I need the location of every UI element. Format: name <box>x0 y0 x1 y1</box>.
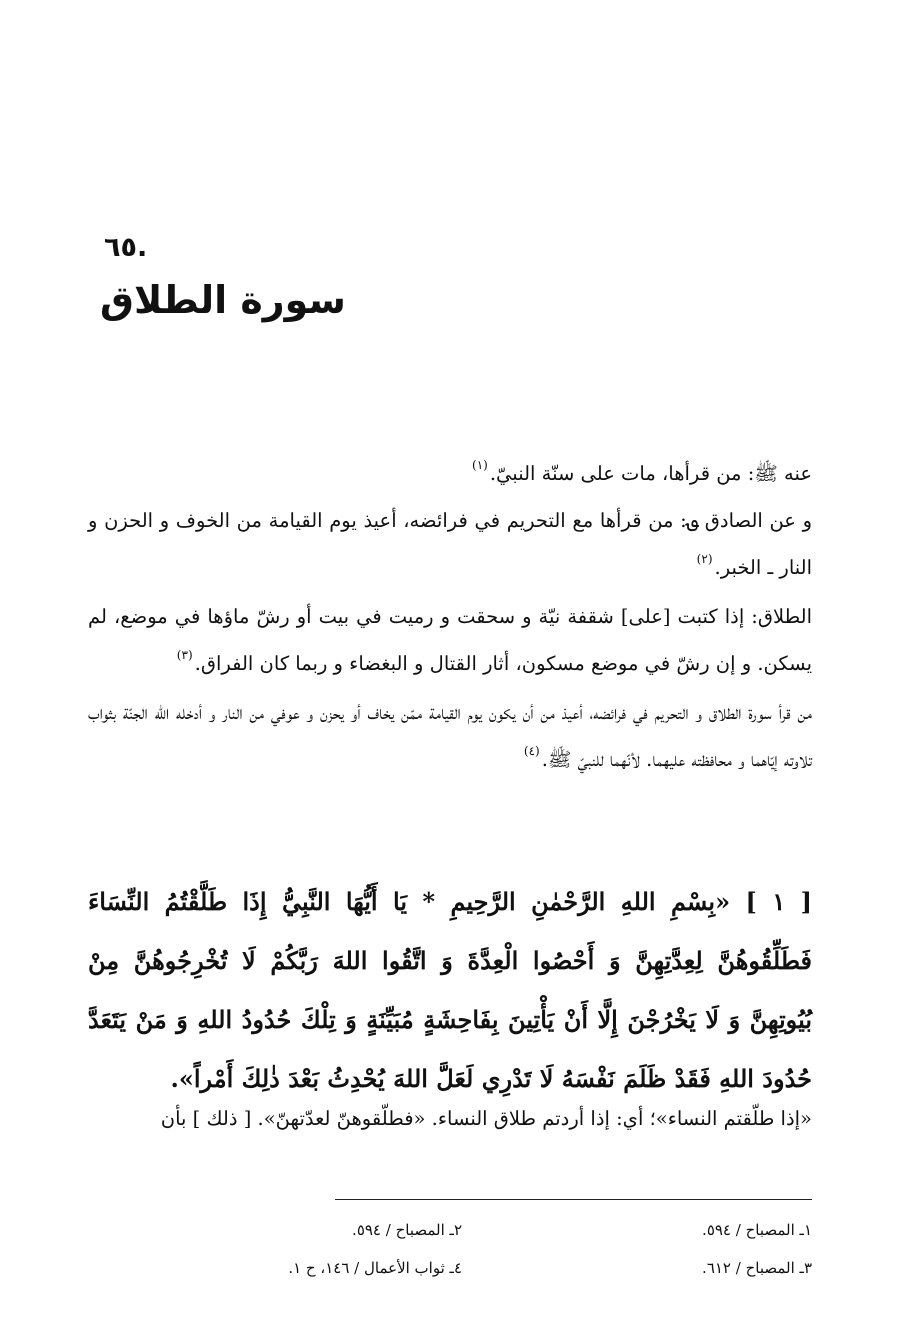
paragraph-4-text: من قرأ سورة الطلاق و التحريم في فرائضه، أعيذ من أن يكون يوم القيامة ممّن يخاف أو يحزن و عوفي من النار و أدخله الله الجنّة بثواب تلاوته إيّاهما و محافظته عليهما. لأنّهما للنبيّ ﷺ. <box>88 701 812 771</box>
footnote-4: ٤ـ ثواب الأعمال / ١٤٦، ح ١. <box>288 1259 462 1277</box>
footnote-3: ٣ـ المصباح / ٦١٢. <box>702 1259 812 1277</box>
footnote-1: ١ـ المصباح / ٥٩٤. <box>702 1221 812 1239</box>
paragraph-3 <box>88 593 812 687</box>
paragraph-2-text: و عن الصادق ؈: من قرأها مع التحريم في فرائضه، أعيذ يوم القيامة من الخوف و الحزن و النار ـ الخبر. <box>88 509 812 579</box>
footnote-ref-1: (١) <box>472 458 488 473</box>
paragraph-1 <box>88 450 812 497</box>
quran-verse: [ ١ ] «بِسْمِ اللهِ الرَّحْمٰنِ الرَّحِيمِ * يَا أَيُّهَا النَّبِيُّ إِذَا طَلَّقْتُمُ النِّسَاءَ فَطَلِّقُوهُنَّ لِعِدَّتِهِنَّ وَ أَحْصُوا الْعِدَّةَ وَ اتَّقُوا اللهَ رَبَّكُمْ لَا تُخْرِجُوهُنَّ مِنْ بُيُوتِهِنَّ وَ لَا يَخْرُجْنَ إِلَّا أَنْ يَأْتِينَ بِفَاحِشَةٍ مُبَيِّنَةٍ وَ تِلْكَ حُدُودُ اللهِ وَ مَنْ يَتَعَدَّ حُدُودَ اللهِ فَقَدْ ظَلَمَ نَفْسَهُ لَا تَدْرِي لَعَلَّ اللهَ يُحْدِثُ بَعْدَ ذٰلِكَ أَمْراً». <box>88 887 812 1093</box>
chapter-number: .٦٥ <box>104 232 148 263</box>
footnote-ref-2: (٢) <box>696 552 713 567</box>
footnote-ref-3: (٣) <box>176 648 193 663</box>
commentary-text: «إذا طلّقتم النساء»؛ أي: إذا أردتم طلاق النساء. «فطلّقوهنّ لعدّتهنّ». [ ذلك ] بأن <box>160 1107 812 1130</box>
paragraph-2 <box>88 497 812 591</box>
chapter-title: سورة الطلاق <box>100 278 346 322</box>
footnote-divider <box>335 1199 812 1200</box>
paragraph-3-text: الطلاق: إذا كتبت [على] شقفة نيّة و سحقت و رميت في بيت أو رشّ ماؤها في موضع، لم يسكن. و إن رشّ في موضع مسكون، أثار القتال و البغضاء و ربما كان الفراق. <box>88 605 812 675</box>
paragraph-4 <box>88 689 812 783</box>
footnote-ref-4: (٤) <box>523 744 540 759</box>
footnote-2: ٢ـ المصباح / ٥٩٤. <box>352 1221 462 1239</box>
paragraph-1-text: عنه ﷺ: من قرأها، مات على سنّة النبيّ. <box>489 462 812 485</box>
